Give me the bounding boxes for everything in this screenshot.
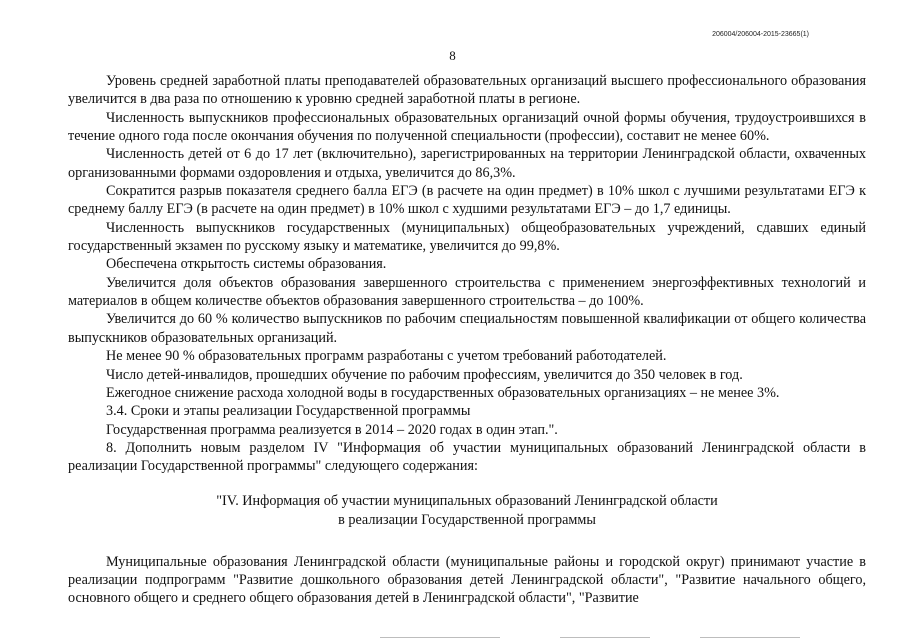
paragraph: Муниципальные образования Ленинградской области (муниципальные районы и городской округ) принимают участие в реализации подпрограмм "Развитие дошкольного образования детей Ленинградской области", "Развитие начального общего, основного общего и среднего общего образования детей в Ленинградской области", "Развитие xyxy=(68,553,866,607)
paragraph: Число детей-инвалидов, прошедших обучение по рабочим профессиям, увеличится до 350 человек в год. xyxy=(106,366,743,383)
subsection-heading: 3.4. Сроки и этапы реализации Государственной программы xyxy=(106,403,471,420)
paragraph: Сократится разрыв показателя среднего балла ЕГЭ (в расчете на один предмет) в 10% школ с лучшими результатами ЕГЭ к среднему баллу ЕГЭ (в расчете на один предмет) в 10% школ с худшими результатами ЕГЭ – до 1,7 единицы. xyxy=(68,183,866,218)
document-body xyxy=(68,72,866,608)
paragraph: Ежегодное снижение расхода холодной воды в государственных образовательных организациях – не менее 3%. xyxy=(106,384,780,401)
paragraph: Численность детей от 6 до 17 лет (включительно), зарегистрированных на территории Ленинградской области, охваченных организованными формами оздоровления и отдыха, увеличится до 86,3%. xyxy=(68,146,866,181)
paragraph: 8. Дополнить новым разделом IV "Информация об участии муниципальных образований Ленинградской области в реализации Государственной программы" следующего содержания: xyxy=(68,439,866,475)
page-number: 8 xyxy=(449,48,456,63)
paragraph: Государственная программа реализуется в 2014 – 2020 годах в один этап.". xyxy=(106,421,558,438)
paragraph: Не менее 90 % образовательных программ разработаны с учетом требований работодателей. xyxy=(106,348,667,365)
paragraph: Увеличится до 60 % количество выпускников по рабочим специальностям повышенной квалификации от общего количества выпускников образовательных организаций. xyxy=(68,311,866,346)
scan-artifact xyxy=(560,637,650,638)
document-reference: 206004/206004-2015-23665(1) xyxy=(712,31,809,38)
paragraph: Численность выпускников профессиональных образовательных организаций очной формы обучения, трудоустроившихся в течение одного года после окончания обучения по полученной специальности (профессии), составит не менее 60%. xyxy=(68,109,866,145)
scan-artifact xyxy=(700,637,800,638)
paragraph: Уровень средней заработной платы преподавателей образовательных организаций высшего профессионального образования увеличится в два раза по отношению к уровню средней заработной платы в регионе. xyxy=(68,73,866,108)
section-title xyxy=(68,492,866,530)
section-title-line: "IV. Информация об участии муниципальных образований Ленинградской области xyxy=(216,492,718,509)
paragraph: Обеспечена открытость системы образования. xyxy=(106,256,387,273)
section-title-line: в реализации Государственной программы xyxy=(338,511,596,528)
scan-artifact xyxy=(380,637,500,638)
paragraph: Увеличится доля объектов образования завершенного строительства с применением энергоэффективных технологий и материалов в общем количестве объектов образования завершенного строительства – до 100%. xyxy=(68,274,866,310)
paragraph: Численность выпускников государственных (муниципальных) общеобразовательных учреждений, сдавших единый государственный экзамен по русскому языку и математике, увеличится до 99,8%. xyxy=(68,219,866,255)
